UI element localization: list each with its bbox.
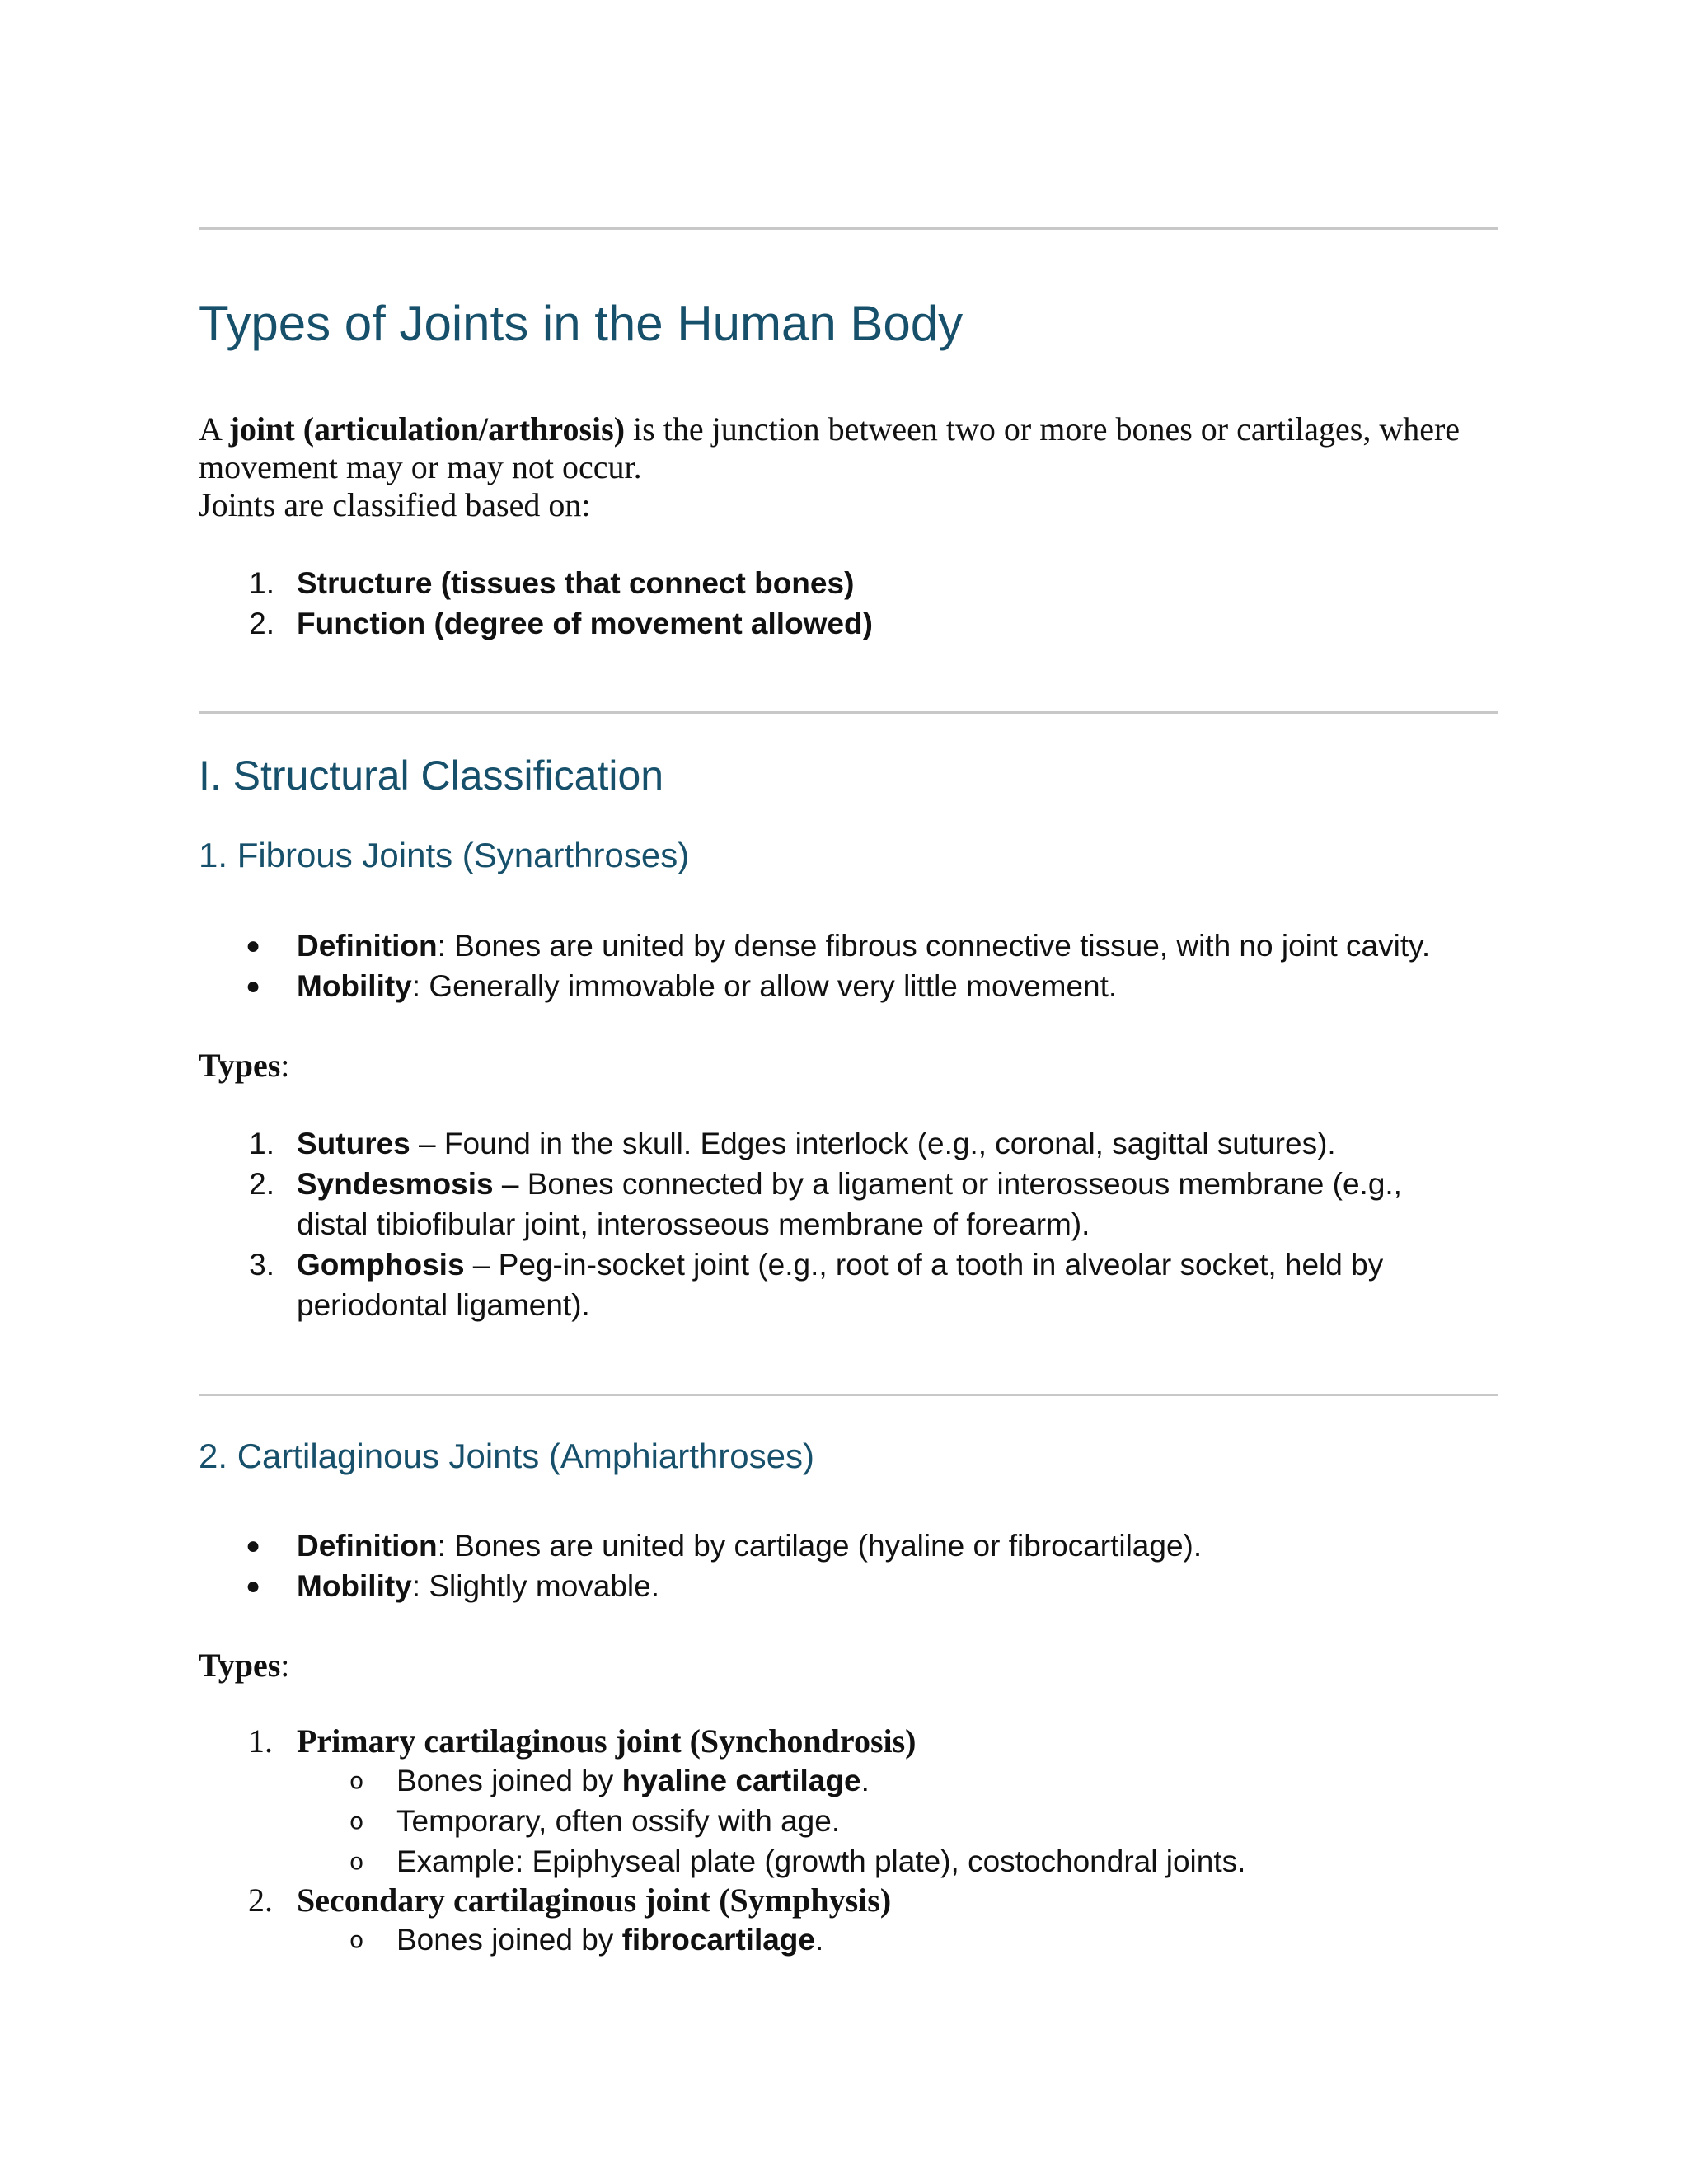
type-description: – Found in the skull. Edges interlock (e.g., coronal, sagittal sutures). (410, 1127, 1336, 1160)
list-item: Function (degree of movement allowed) (297, 607, 873, 640)
subsection-heading-cartilaginous: 2. Cartilaginous Joints (Amphiarthroses) (199, 1436, 814, 1475)
sub-list-item (396, 1760, 870, 1801)
list-item (297, 1123, 1336, 1164)
bullet-dot: ● (246, 972, 261, 1000)
sub-item-text: Bones joined by (396, 1764, 622, 1797)
types-label-text: Types (199, 1047, 281, 1084)
list-number: 1. (249, 1127, 274, 1160)
list-number: 2. (249, 607, 274, 640)
bullet-text: : Generally immovable or allow very little movement. (411, 969, 1118, 1003)
sub-item-bold: hyaline cartilage (621, 1764, 861, 1797)
sub-list-item: Example: Epiphyseal plate (growth plate), costochondral joints. (396, 1844, 1246, 1878)
list-item-continuation: distal tibiofibular joint, interosseous membrane of forearm). (297, 1207, 1090, 1241)
sub-item-suffix: . (815, 1923, 824, 1957)
bullet-text: : Bones are united by dense fibrous connective tissue, with no joint cavity. (437, 929, 1431, 963)
bullet-dot: ● (246, 1572, 261, 1600)
list-item: Structure (tissues that connect bones) (297, 566, 855, 600)
bullet-dot: ● (246, 932, 261, 959)
sub-item-bold: fibrocartilage (621, 1923, 815, 1957)
intro-line-2: movement may or may not occur. (199, 448, 642, 485)
type-name: Syndesmosis (297, 1167, 494, 1201)
section-heading-structural: I. Structural Classification (199, 752, 664, 799)
intro-line-3: Joints are classified based on: (199, 486, 591, 523)
horizontal-rule-top (199, 227, 1498, 230)
bullet-label: Definition (297, 929, 438, 963)
types-label (199, 1047, 289, 1085)
list-item (297, 926, 1430, 966)
bullet-label: Mobility (297, 969, 412, 1003)
sub-list-item: Temporary, often ossify with age. (396, 1804, 841, 1838)
types-label (199, 1647, 289, 1685)
list-item (297, 1244, 1383, 1285)
primary-joint-title: Primary cartilaginous joint (Synchondrosis) (297, 1722, 917, 1760)
list-item (297, 966, 1117, 1006)
list-item (297, 1566, 659, 1606)
bullet-label: Definition (297, 1529, 438, 1563)
list-item (297, 1164, 1402, 1204)
type-description: – Bones connected by a ligament or interosseous membrane (e.g., (493, 1167, 1402, 1201)
type-name: Sutures (297, 1127, 410, 1160)
page-title: Types of Joints in the Human Body (199, 296, 964, 351)
sub-item-suffix: . (860, 1764, 870, 1797)
bullet-text: : Bones are united by cartilage (hyaline or fibrocartilage). (437, 1529, 1203, 1563)
intro-term: joint (articulation/arthrosis) (228, 410, 626, 448)
bullet-dot: ● (246, 1532, 261, 1559)
intro-prefix: A (199, 410, 229, 448)
types-label-text: Types (199, 1647, 281, 1684)
types-colon: : (280, 1047, 290, 1084)
list-number: 3. (249, 1248, 274, 1282)
sub-list-item (396, 1919, 823, 1960)
list-number: 1. (249, 566, 274, 600)
horizontal-rule (199, 711, 1498, 714)
type-description: – Peg-in-socket joint (e.g., root of a tooth in alveolar socket, held by (464, 1248, 1384, 1282)
type-name: Gomphosis (297, 1248, 465, 1282)
secondary-joint-title: Secondary cartilaginous joint (Symphysis) (297, 1882, 892, 1919)
sub-item-text: Bones joined by (396, 1923, 622, 1957)
horizontal-rule (199, 1394, 1498, 1396)
sub-bullet-marker: o (349, 1767, 364, 1794)
list-item-continuation: periodontal ligament). (297, 1288, 590, 1322)
bullet-label: Mobility (297, 1569, 412, 1603)
sub-bullet-marker: o (349, 1807, 364, 1835)
list-number: 1. (248, 1722, 273, 1760)
intro-line-1 (199, 410, 1460, 448)
intro-rest: is the junction between two or more bones or cartilages, where (625, 410, 1461, 448)
list-number: 2. (249, 1167, 274, 1201)
list-item (297, 1526, 1202, 1566)
list-number: 2. (248, 1882, 273, 1919)
bullet-text: : Slightly movable. (411, 1569, 660, 1603)
subsection-heading-fibrous: 1. Fibrous Joints (Synarthroses) (199, 836, 690, 874)
sub-bullet-marker: o (349, 1926, 364, 1953)
sub-bullet-marker: o (349, 1848, 364, 1875)
types-colon: : (280, 1647, 290, 1684)
